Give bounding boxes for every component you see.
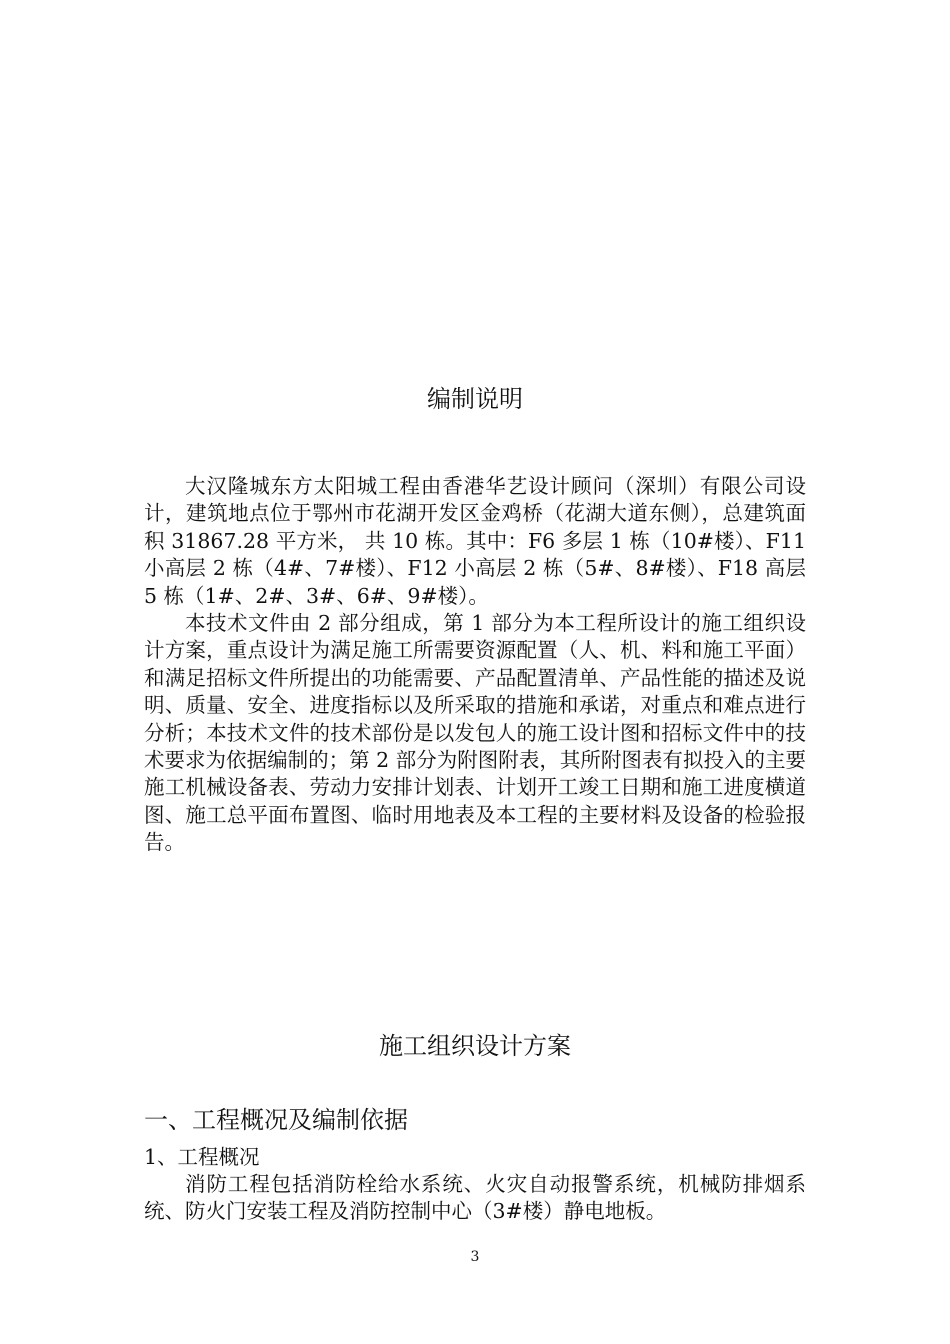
section-heading: 一、工程概况及编制依据	[144, 1106, 408, 1134]
page-number: 3	[470, 1249, 480, 1265]
subsection-paragraph: 消防工程包括消防栓给水系统、火灾自动报警系统，机械防排烟系统、防火门安装工程及消防控制中心（3#楼）静电地板。	[144, 1172, 806, 1224]
subsection-heading: 1、工程概况	[144, 1145, 260, 1169]
preface-paragraph-2: 本技术文件由 2 部分组成，第 1 部分为本工程所设计的施工组织设计方案，重点设计为满足施工所需要资源配置（人、机、料和施工平面）和满足招标文件所提出的功能需要、产品配置清单、产品性能的描述及说明、质量、安全、进度指标以及所采取的措施和承诺，对重点和难点进行分析；本技术文件的技术部份是以发包人的施工设计图和招标文件中的技术要求为依据编制的；第 2 部分为附图附表，其所附图表有拟投入的主要施工机械设备表、劳动力安排计划表、计划开工竣工日期和施工进度横道图、施工总平面布置图、临时用地表及本工程的主要材料及设备的检验报告。	[144, 611, 806, 855]
plan-title: 施工组织设计方案	[379, 1032, 571, 1060]
preface-paragraph-1: 大汉隆城东方太阳城工程由香港华艺设计顾问（深圳）有限公司设计，建筑地点位于鄂州市花湖开发区金鸡桥（花湖大道东侧），总建筑面积 31867.28 平方米， 共 10 栋。其中：F6 多层 1 栋（10#楼）、F11 小高层 2 栋（4#、7#楼）、F12 小高层 2 栋（5#、8#楼）、F18 高层 5 栋（1#、2#、3#、6#、9#楼）。	[144, 474, 806, 608]
preface-body	[144, 473, 806, 857]
subsection-block	[144, 1143, 806, 1226]
preface-title: 编制说明	[427, 385, 523, 413]
